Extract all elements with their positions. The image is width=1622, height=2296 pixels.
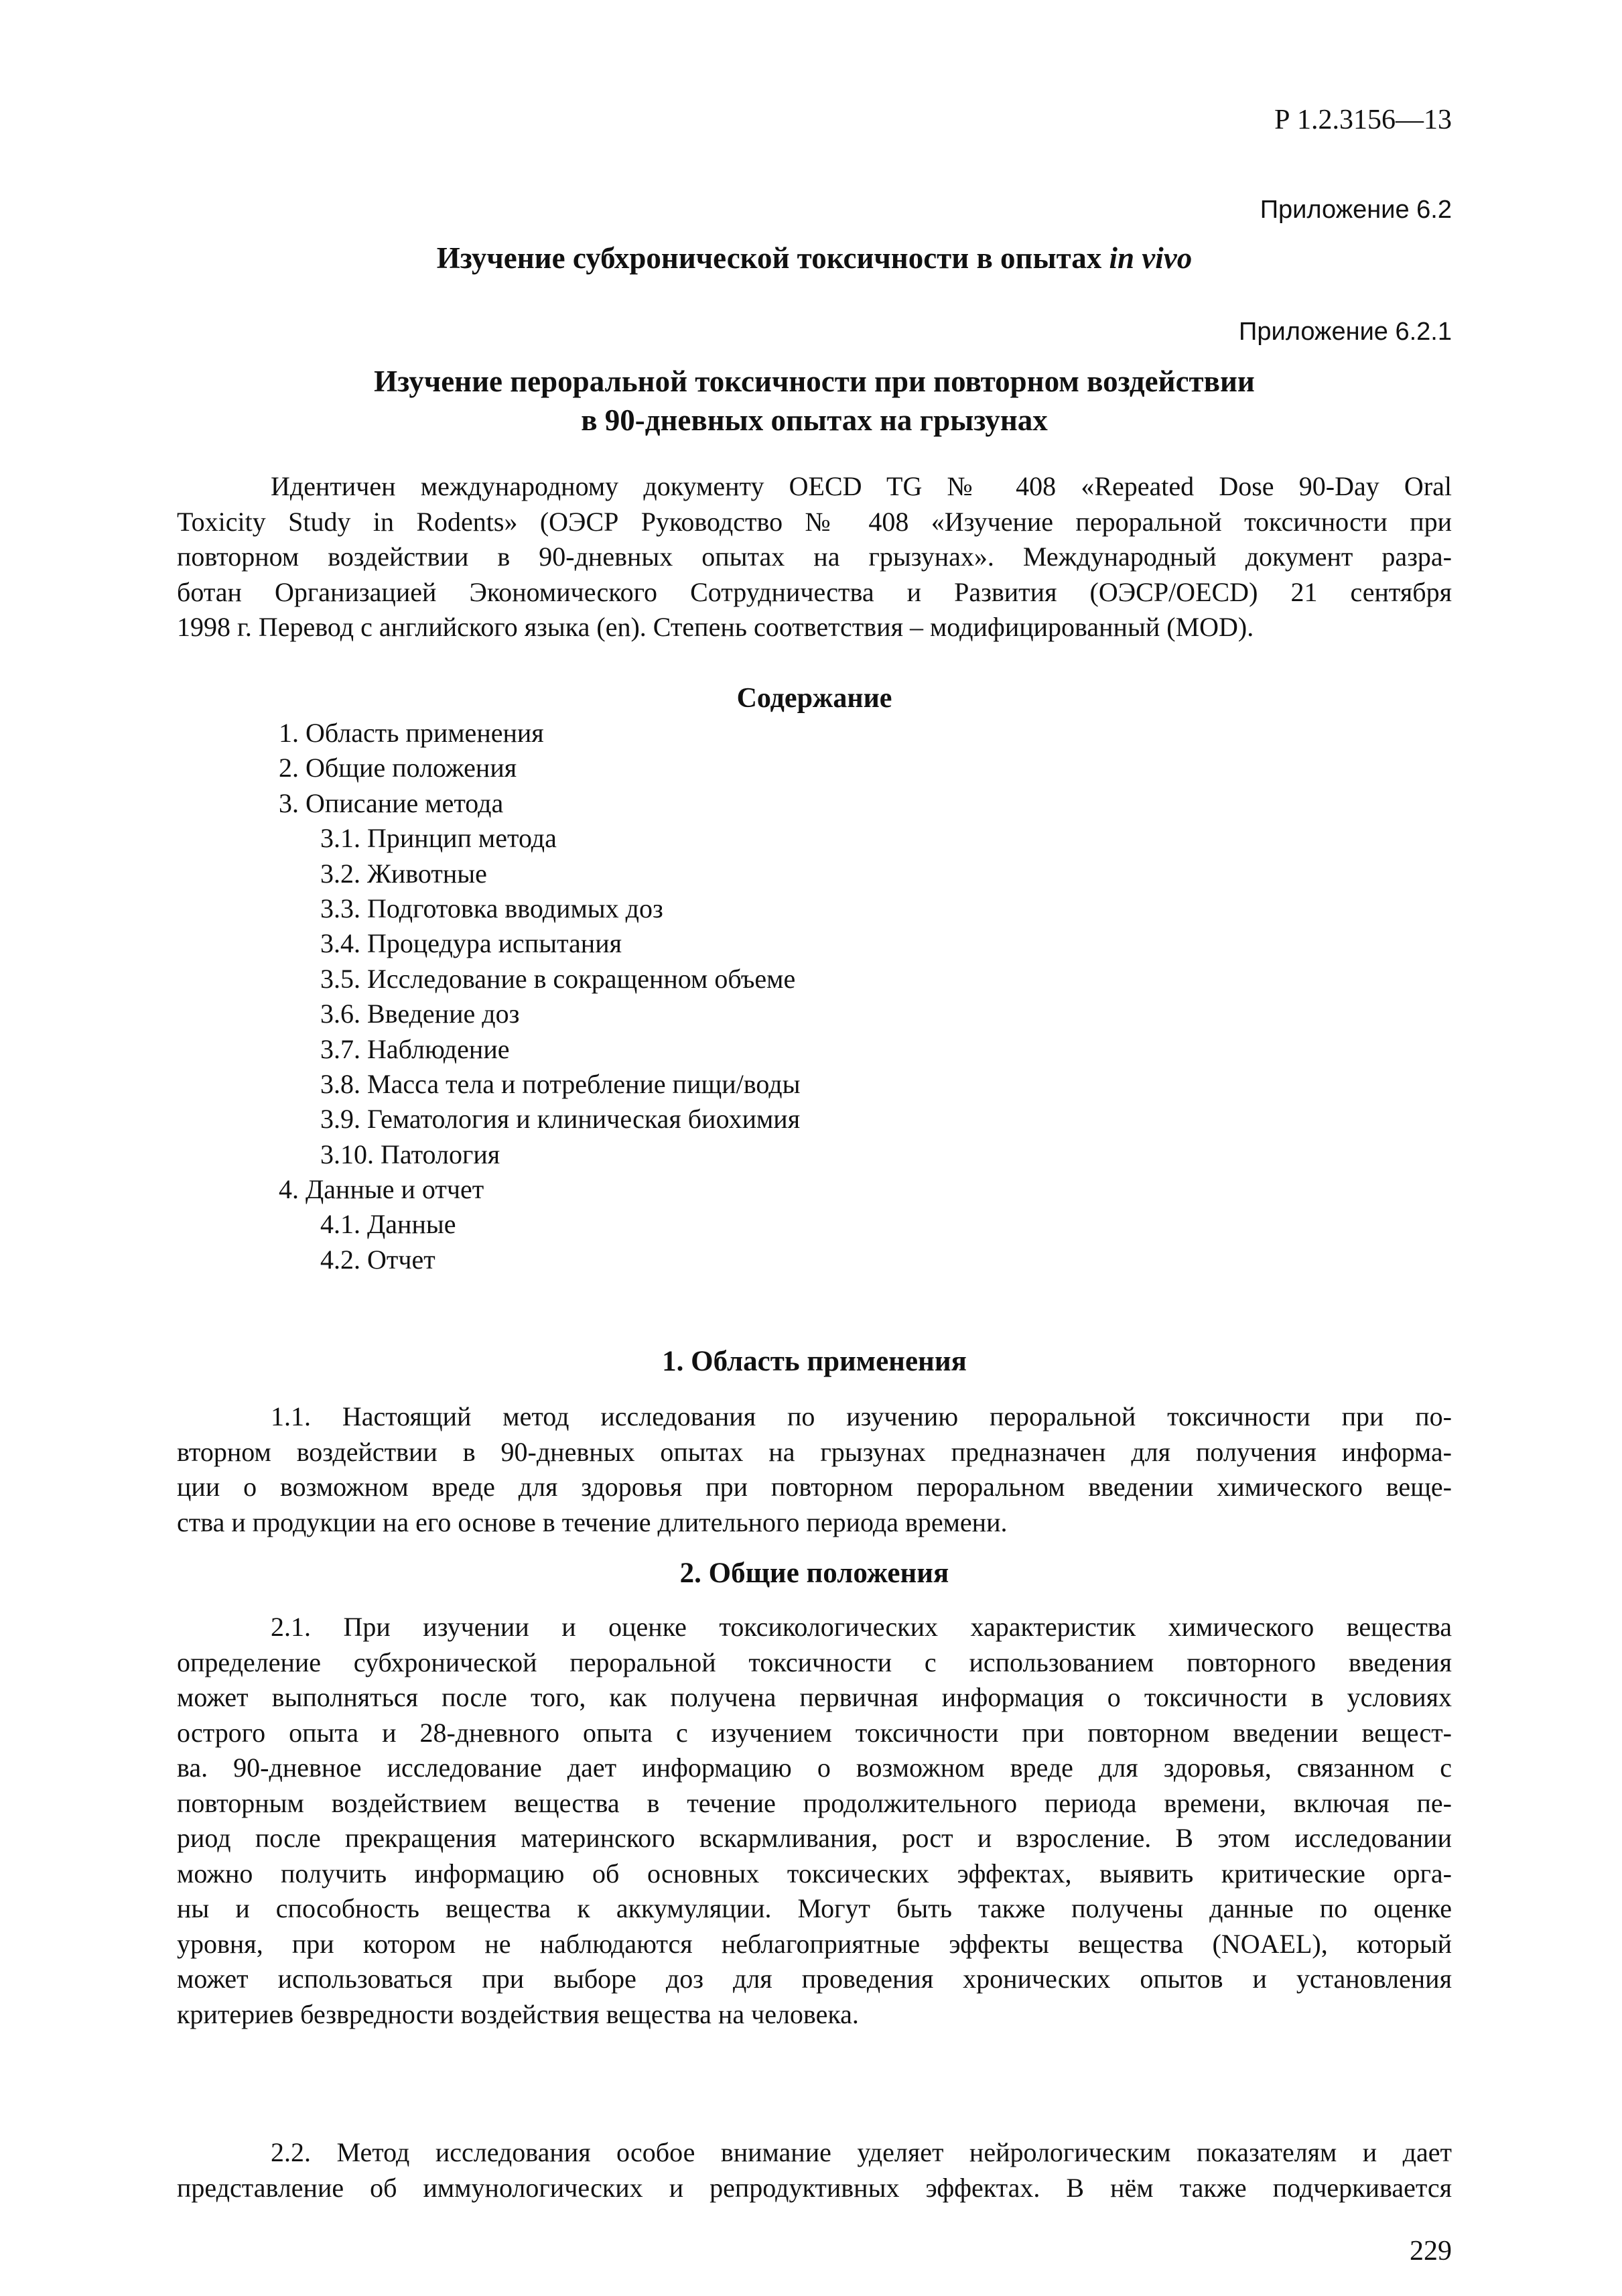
section-2-paragraph-1 xyxy=(177,1610,1452,2032)
main-title-text: Изучение субхронической токсичности в опытах xyxy=(436,241,1109,275)
text-line: ции о возможном вреде для здоровья при повторном пероральном введении химического веще- xyxy=(177,1472,1452,1502)
text-line: критериев безвредности воздействия вещества на человека. xyxy=(177,1998,859,2029)
toc-subitem: 3.6. Введение доз xyxy=(320,999,520,1029)
subtitle xyxy=(177,362,1452,440)
text-line: повторном воздействии в 90-дневных опытах на грызунах». Международный документ разра- xyxy=(177,541,1452,572)
toc-subitem: 3.4. Процедура испытания xyxy=(320,928,622,959)
toc-item: 2. Общие положения xyxy=(279,753,517,783)
text-line: определение субхронической пероральной токсичности с использованием повторного введения xyxy=(177,1647,1452,1677)
text-line: можно получить информацию об основных токсических эффектах, выявить критические орга- xyxy=(177,1858,1452,1889)
text-line: вторном воздействии в 90-дневных опытах на грызунах предназначен для получения информа- xyxy=(177,1436,1452,1467)
page-number: 229 xyxy=(1410,2236,1452,2267)
toc-subitem: 4.1. Данные xyxy=(320,1209,456,1240)
section-2-paragraph-2 xyxy=(177,2135,1452,2206)
text-line: ства и продукции на его основе в течение длительного периода времени. xyxy=(177,1507,1008,1537)
text-line: ны и способность вещества к аккумуляции. Могут быть также получены данные по оценке xyxy=(177,1893,1452,1923)
table-of-contents xyxy=(279,716,800,1277)
text-line: может выполняться после того, как получена первичная информация о токсичности в условиях xyxy=(177,1682,1452,1712)
toc-heading: Содержание xyxy=(736,683,892,714)
toc-item: 4. Данные и отчет xyxy=(279,1174,484,1205)
text-line: 1.1. Настоящий метод исследования по изучению пероральной токсичности при по- xyxy=(271,1401,1452,1431)
toc-item: 1. Область применения xyxy=(279,718,544,748)
toc-subitem: 3.10. Патология xyxy=(320,1139,500,1169)
toc-subitem: 3.9. Гематология и клиническая биохимия xyxy=(320,1104,801,1135)
sub-appendix-label: Приложение 6.2.1 xyxy=(1239,318,1452,346)
toc-subitem: 3.1. Принцип метода xyxy=(320,823,557,854)
text-line: повторным воздействием вещества в течение продолжительного периода времени, включая пе- xyxy=(177,1787,1452,1818)
toc-item: 3. Описание метода xyxy=(279,787,504,818)
main-title xyxy=(177,239,1452,277)
section-heading-general: 2. Общие положения xyxy=(679,1557,949,1589)
toc-subitem: 4.2. Отчет xyxy=(320,1244,435,1275)
section-heading-scope: 1. Область применения xyxy=(662,1346,967,1377)
text-line: 2.2. Метод исследования особое внимание уделяет нейрологическим показателям и дает xyxy=(271,2137,1452,2167)
text-line: ва. 90-дневное исследование дает информацию о возможном вреде для здоровья, связанном с xyxy=(177,1752,1452,1783)
toc-subitem: 3.2. Животные xyxy=(320,858,487,889)
text-line: уровня, при котором не наблюдаются неблагоприятные эффекты вещества (NOAEL), который xyxy=(177,1928,1452,1959)
text-line: 1998 г. Перевод с английского языка (en). Степень соответствия – модифицированный (MOD). xyxy=(177,612,1254,642)
toc-subitem: 3.7. Наблюдение xyxy=(320,1033,510,1064)
section-1-paragraph xyxy=(177,1399,1452,1540)
toc-subitem: 3.3. Подготовка вводимых доз xyxy=(320,893,663,923)
text-line: 2.1. При изучении и оценке токсикологических характеристик химического вещества xyxy=(271,1612,1452,1642)
text-line: представление об иммунологических и репродуктивных эффектах. В нём также подчеркивается xyxy=(177,2172,1452,2203)
appendix-label: Приложение 6.2 xyxy=(1260,196,1452,224)
intro-paragraph xyxy=(177,469,1452,645)
toc-subitem: 3.5. Исследование в сокращенном объеме xyxy=(320,963,796,994)
text-line: риод после прекращения материнского вскармливания, рост и взросление. В этом исследовании xyxy=(177,1823,1452,1853)
document-page xyxy=(177,0,1452,2296)
text-line: Toxicity Study in Rodents» (ОЭСР Руководство № 408 «Изучение пероральной токсичности при xyxy=(177,506,1452,537)
text-line: может использоваться при выборе доз для проведения хронических опытов и установления xyxy=(177,1964,1452,1994)
document-code: Р 1.2.3156—13 xyxy=(1274,105,1452,135)
subtitle-line: Изучение пероральной токсичности при повторном воздействии xyxy=(374,365,1255,398)
toc-subitem: 3.8. Масса тела и потребление пищи/воды xyxy=(320,1068,801,1099)
text-line: ботан Организацией Экономического Сотрудничества и Развития (ОЭСР/OECD) 21 сентября xyxy=(177,576,1452,607)
subtitle-line: в 90-дневных опытах на грызунах xyxy=(581,403,1048,437)
main-title-italic: in vivo xyxy=(1109,241,1193,275)
text-line: Идентичен международному документу OECD TG № 408 «Repeated Dose 90-Day Oral xyxy=(271,471,1452,501)
text-line: острого опыта и 28-дневного опыта с изучением токсичности при повторном введении вещест- xyxy=(177,1717,1452,1748)
